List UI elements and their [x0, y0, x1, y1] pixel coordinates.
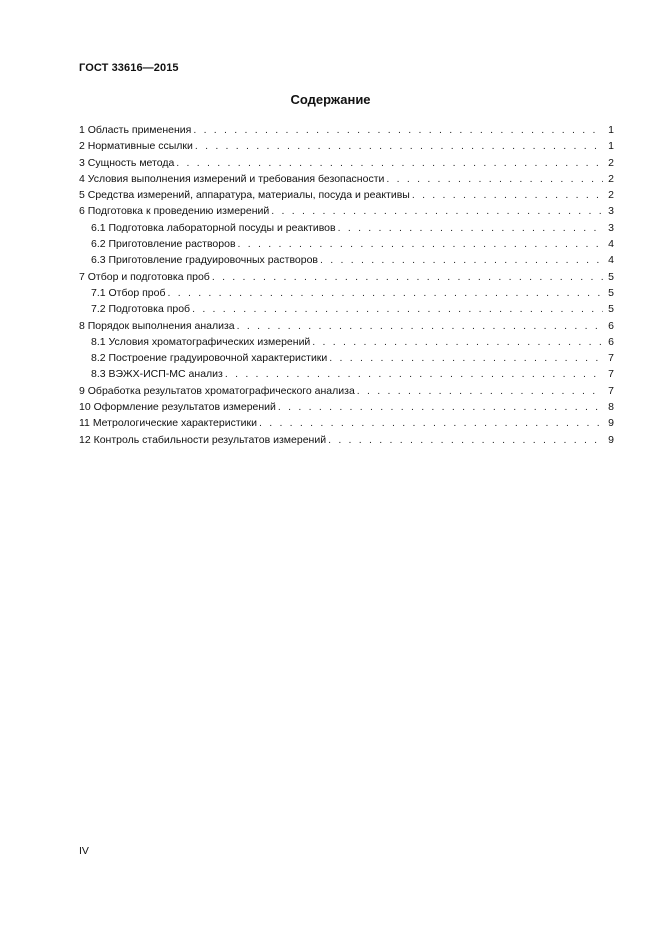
- toc-entry-page: 3: [608, 221, 614, 234]
- toc-entry-label: 2 Нормативные ссылки: [79, 140, 193, 153]
- toc-leader-dots: [312, 334, 603, 350]
- toc-entry-page: 3: [608, 205, 614, 218]
- toc-entry-label: 10 Оформление результатов измерений: [79, 401, 276, 414]
- toc-entry-label: 12 Контроль стабильности результатов измерений: [79, 433, 327, 446]
- toc-leader-dots: [212, 269, 603, 285]
- toc-leader-dots: [195, 138, 603, 154]
- toc-leader-dots: [192, 301, 603, 317]
- toc-entry[interactable]: [79, 383, 614, 399]
- toc-entry[interactable]: [79, 171, 614, 187]
- toc-leader-dots: [238, 236, 603, 252]
- toc-subentry[interactable]: [79, 285, 614, 301]
- toc-subentry[interactable]: [79, 334, 614, 350]
- toc-leader-dots: [259, 415, 603, 431]
- toc-entry-label: 7.2 Подготовка проб: [91, 303, 191, 316]
- toc-subentry[interactable]: [79, 220, 614, 236]
- toc-subentry[interactable]: [79, 366, 614, 382]
- toc-entry-page: 7: [608, 384, 614, 397]
- toc-entry[interactable]: [79, 122, 614, 138]
- toc-entry-page: 4: [608, 238, 614, 251]
- toc-entry-label: 3 Сущность метода: [79, 156, 175, 169]
- toc-leader-dots: [271, 203, 603, 219]
- toc-leader-dots: [338, 220, 603, 236]
- toc-entry-page: 4: [608, 254, 614, 267]
- toc-entry-page: 5: [608, 286, 614, 299]
- toc-entry-page: 7: [608, 352, 614, 365]
- table-of-contents: [79, 122, 614, 448]
- toc-leader-dots: [412, 187, 603, 203]
- toc-entry-page: 1: [608, 140, 614, 153]
- toc-leader-dots: [328, 432, 603, 448]
- toc-entry-page: 5: [608, 270, 614, 283]
- toc-entry-page: 9: [608, 417, 614, 430]
- toc-title: Содержание: [290, 92, 371, 107]
- toc-entry[interactable]: [79, 432, 614, 448]
- toc-entry-label: 11 Метрологические характеристики: [79, 417, 257, 430]
- toc-entry-page: 8: [608, 401, 614, 414]
- toc-entry[interactable]: [79, 203, 614, 219]
- toc-entry[interactable]: [79, 269, 614, 285]
- toc-entry-label: 6.2 Приготовление растворов: [91, 238, 236, 251]
- toc-subentry[interactable]: [79, 236, 614, 252]
- toc-entry[interactable]: [79, 318, 614, 334]
- toc-entry-page: 5: [608, 303, 614, 316]
- toc-entry-label: 6 Подготовка к проведению измерений: [79, 205, 270, 218]
- toc-subentry[interactable]: [79, 301, 614, 317]
- toc-leader-dots: [237, 318, 603, 334]
- toc-entry-page: 2: [608, 156, 614, 169]
- document-header: ГОСТ 33616—2015: [79, 62, 179, 74]
- toc-entry[interactable]: [79, 138, 614, 154]
- toc-leader-dots: [225, 366, 603, 382]
- toc-entry-page: 9: [608, 433, 614, 446]
- toc-entry-label: 6.3 Приготовление градуировочных растворов: [91, 254, 319, 267]
- toc-entry-page: 2: [608, 172, 614, 185]
- toc-leader-dots: [329, 350, 603, 366]
- toc-entry-label: 7.1 Отбор проб: [91, 286, 166, 299]
- toc-entry-page: 6: [608, 335, 614, 348]
- toc-leader-dots: [386, 171, 603, 187]
- toc-leader-dots: [357, 383, 603, 399]
- toc-entry-page: 2: [608, 189, 614, 202]
- toc-entry-label: 9 Обработка результатов хроматографического анализа: [79, 384, 355, 397]
- toc-leader-dots: [193, 122, 603, 138]
- toc-subentry[interactable]: [79, 252, 614, 268]
- toc-entry[interactable]: [79, 155, 614, 171]
- toc-entry-label: 8.1 Условия хроматографических измерений: [91, 335, 311, 348]
- toc-entry-label: 8.2 Построение градуировочной характеристики: [91, 352, 328, 365]
- toc-leader-dots: [167, 285, 603, 301]
- toc-entry-label: 8.3 ВЭЖХ-ИСП-МС анализ: [91, 368, 223, 381]
- toc-entry-page: 6: [608, 319, 614, 332]
- toc-entry-label: 1 Область применения: [79, 124, 192, 136]
- toc-leader-dots: [176, 155, 603, 171]
- toc-entry-page: 7: [608, 368, 614, 381]
- toc-entry-label: 6.1 Подготовка лабораторной посуды и реактивов: [91, 221, 336, 234]
- toc-entry-label: 8 Порядок выполнения анализа: [79, 319, 235, 332]
- toc-entry-label: 7 Отбор и подготовка проб: [79, 270, 210, 283]
- toc-entry-page: 1: [608, 124, 614, 136]
- toc-leader-dots: [278, 399, 603, 415]
- toc-subentry[interactable]: [79, 350, 614, 366]
- toc-entry[interactable]: [79, 399, 614, 415]
- toc-entry[interactable]: [79, 415, 614, 431]
- toc-entry-label: 5 Средства измерений, аппаратура, материалы, посуда и реактивы: [79, 189, 410, 202]
- toc-entry-label: 4 Условия выполнения измерений и требования безопасности: [79, 172, 385, 185]
- toc-entry[interactable]: [79, 187, 614, 203]
- toc-leader-dots: [320, 252, 603, 268]
- page-number: IV: [79, 845, 89, 857]
